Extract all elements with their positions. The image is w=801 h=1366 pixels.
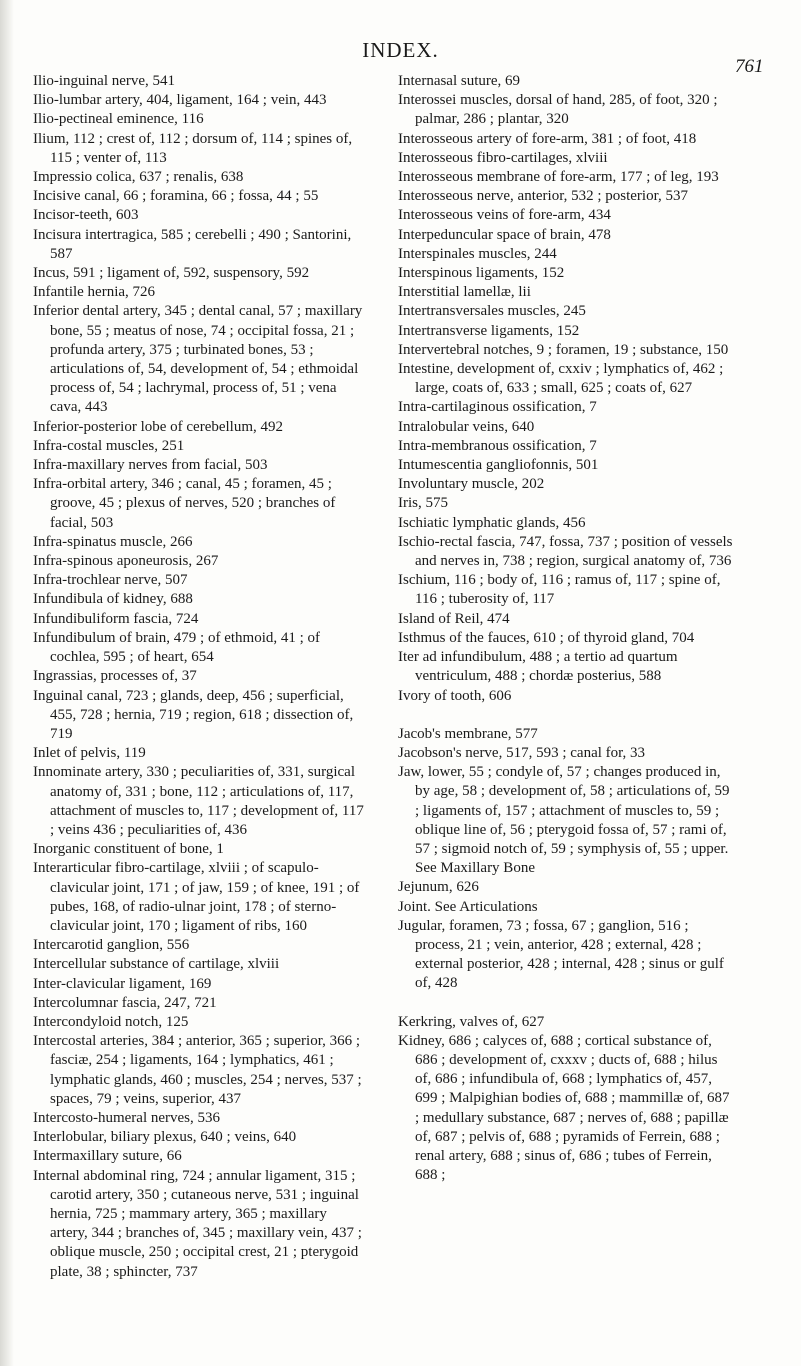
index-column-left bbox=[33, 72, 368, 1282]
index-entry: Intra-cartilaginous ossification, 7 bbox=[398, 399, 597, 416]
index-entry: Ilium, 112 ; crest of, 112 ; dorsum of, 114 ; spines of, 115 ; venter of, 113 bbox=[33, 130, 353, 166]
index-entry: Interarticular fibro-cartilage, xlviii ; of scapulo-clavicular joint, 171 ; of jaw, 159 ; of knee, 191 ; of pubes, 168, of radio-ulnar joint, 178 ; of sterno-clavicular joint, 170 ; ligament of ribs, 160 bbox=[33, 860, 360, 934]
index-entry: Inorganic constituent of bone, 1 bbox=[33, 841, 224, 858]
index-entry: Infra-orbital artery, 346 ; canal, 45 ; foramen, 45 ; groove, 45 ; plexus of nerves, 520 ; branches of facial, 503 bbox=[33, 476, 336, 531]
index-entry: Intercellular substance of cartilage, xlviii bbox=[33, 956, 280, 973]
page-number: 761 bbox=[735, 56, 764, 77]
index-entry: Intumescentia gangliofonnis, 501 bbox=[398, 457, 599, 474]
spine-shadow bbox=[0, 0, 14, 1366]
index-entry: Jaw, lower, 55 ; condyle of, 57 ; changes produced in, by age, 58 ; development of, 58 ; articulations of, 59 ; ligaments of, 157 ; attachment of muscles to, 59 ; oblique line of, 56 ; pterygoid fossa of, 57 ; rami of, 57 ; sigmoid notch of, 59 ; symphysis of, 55 ; upper. See Maxillary Bone bbox=[398, 764, 730, 877]
index-entry: Inferior-posterior lobe of cerebellum, 492 bbox=[33, 418, 284, 435]
index-entry: Innominate artery, 330 ; peculiarities of, 331, surgical anatomy of, 331 ; bone, 112 ; articulations of, 117, attachment of muscles to, 117 ; development of, 117 ; veins 436 ; peculiarities of, 436 bbox=[33, 764, 364, 838]
index-entry: Incus, 591 ; ligament of, 592, suspensory, 592 bbox=[33, 265, 310, 282]
index-entry: Kerkring, valves of, 627 bbox=[398, 1013, 545, 1030]
index-entry: Interspinous ligaments, 152 bbox=[398, 265, 565, 282]
index-entry: Intertransversales muscles, 245 bbox=[398, 303, 586, 320]
index-entry: Inferior dental artery, 345 ; dental canal, 57 ; maxillary bone, 55 ; meatus of nose, 74 ; occipital fossa, 21 ; profunda artery, 375 ; turbinated bones, 53 ; articulations of, 54, development of, 54 ; ethmoidal process of, 54 ; lachrymal, process of, 51 ; vena cava, 443 bbox=[33, 303, 363, 416]
index-entry: Iris, 575 bbox=[398, 495, 448, 512]
index-entry: Interstitial lamellæ, lii bbox=[398, 284, 531, 301]
index-entry: Ilio-pectineal eminence, 116 bbox=[33, 111, 204, 128]
index-entry: Infundibuliform fascia, 724 bbox=[33, 610, 199, 627]
index-entry: Inlet of pelvis, 119 bbox=[33, 745, 146, 762]
index-entry: Involuntary muscle, 202 bbox=[398, 476, 545, 493]
index-entry: Internal abdominal ring, 724 ; annular ligament, 315 ; carotid artery, 350 ; cutaneous nerve, 531 ; inguinal hernia, 725 ; mammary artery, 365 ; maxillary artery, 344 ; branches of, 345 ; maxillary vein, 437 ; oblique muscle, 250 ; occipital crest, 21 ; pterygoid plate, 38 ; sphincter, 737 bbox=[33, 1167, 362, 1280]
index-entry: Interossei muscles, dorsal of hand, 285, of foot, 320 ; palmar, 286 ; plantar, 320 bbox=[398, 92, 718, 128]
index-entry: Jugular, foramen, 73 ; fossa, 67 ; ganglion, 516 ; process, 21 ; vein, anterior, 428 ; external, 428 ; external posterior, 428 ; internal, 428 ; sinus or gulf of, 428 bbox=[398, 917, 724, 992]
index-entry: Ischio-rectal fascia, 747, fossa, 737 ; position of vessels and nerves in, 738 ; region, surgical anatomy of, 736 bbox=[398, 533, 733, 570]
index-entry: Infra-spinous aponeurosis, 267 bbox=[33, 553, 219, 570]
index-entry: Infra-trochlear nerve, 507 bbox=[33, 572, 188, 589]
index-entry: Interosseous membrane of fore-arm, 177 ; of leg, 193 bbox=[398, 169, 719, 186]
index-entry: Infra-spinatus muscle, 266 bbox=[33, 533, 193, 550]
index-entry: Interlobular, biliary plexus, 640 ; veins, 640 bbox=[33, 1129, 297, 1146]
index-entry: Infundibulum of brain, 479 ; of ethmoid, 41 ; of cochlea, 595 ; of heart, 654 bbox=[33, 629, 321, 666]
index-entry: Incisor-teeth, 603 bbox=[33, 207, 139, 224]
index-entry: Infra-maxillary nerves from facial, 503 bbox=[33, 457, 268, 474]
index-entry: Interspinales muscles, 244 bbox=[398, 245, 557, 262]
index-entry: Impressio colica, 637 ; renalis, 638 bbox=[33, 169, 244, 186]
index-entry: Island of Reil, 474 bbox=[398, 610, 510, 627]
index-entry: Ingrassias, processes of, 37 bbox=[33, 668, 197, 685]
index-entry: Kidney, 686 ; calyces of, 688 ; cortical substance of, 686 ; development of, cxxxv ; ducts of, 688 ; hilus of, 686 ; infundibula of, 668 ; lymphatics of, 457, 699 ; Malpighian bodies of, 688 ; mammillæ of, 687 ; medullary substance, 687 ; nerves of, 688 ; papillæ of, 687 ; pelvis of, 688 ; pyramids of Ferrein, 688 ; renal artery, 688 ; sinus of, 686 ; tubes of Ferrein, 688 ; bbox=[398, 1032, 730, 1184]
index-entry: Intercarotid ganglion, 556 bbox=[33, 937, 190, 954]
index-entry: Interpeduncular space of brain, 478 bbox=[398, 226, 611, 243]
index-entry: Iter ad infundibulum, 488 ; a tertio ad quartum ventriculum, 488 ; chordæ posterius, 588 bbox=[398, 649, 678, 685]
index-entry: Internasal suture, 69 bbox=[398, 73, 521, 89]
letter-section-gap bbox=[398, 706, 733, 725]
index-entry: Intestine, development of, cxxiv ; lymphatics of, 462 ; large, coats of, 633 ; small, 625 ; coats of, 627 bbox=[398, 361, 724, 397]
index-entry: Infantile hernia, 726 bbox=[33, 284, 156, 301]
index-entry: Intralobular veins, 640 bbox=[398, 418, 535, 435]
index-entry: Jacob's membrane, 577 bbox=[398, 725, 538, 742]
index-entry: Ilio-lumbar artery, 404, ligament, 164 ; vein, 443 bbox=[33, 92, 327, 109]
index-entry: Inguinal canal, 723 ; glands, deep, 456 ; superficial, 455, 728 ; hernia, 719 ; region, 618 ; dissection of, 719 bbox=[33, 687, 354, 742]
index-column-right bbox=[398, 72, 733, 1185]
index-entry: Intermaxillary suture, 66 bbox=[33, 1148, 182, 1165]
index-entry: Intercostal arteries, 384 ; anterior, 365 ; superior, 366 ; fasciæ, 254 ; ligaments, 164 ; lymphatics, 461 ; lymphatic glands, 460 ; muscles, 254 ; nerves, 537 ; spaces, 79 ; veins, superior, 437 bbox=[33, 1033, 362, 1107]
page-title: INDEX. bbox=[362, 38, 439, 62]
index-entry: Infundibula of kidney, 688 bbox=[33, 591, 193, 608]
index-entry: Ischiatic lymphatic glands, 456 bbox=[398, 514, 586, 531]
index-entry: Intervertebral notches, 9 ; foramen, 19 ; substance, 150 bbox=[398, 341, 729, 358]
index-entry: Jejunum, 626 bbox=[398, 879, 479, 896]
index-entry: Interosseous veins of fore-arm, 434 bbox=[398, 207, 611, 224]
index-entry: Jacobson's nerve, 517, 593 ; canal for, 33 bbox=[398, 744, 646, 761]
letter-section-gap bbox=[398, 994, 733, 1013]
index-entry: Incisive canal, 66 ; foramina, 66 ; fossa, 44 ; 55 bbox=[33, 188, 319, 205]
index-entry: Interosseous artery of fore-arm, 381 ; of foot, 418 bbox=[398, 130, 697, 147]
index-entry: Intercondyloid notch, 125 bbox=[33, 1013, 189, 1030]
index-entry: Intercolumnar fascia, 247, 721 bbox=[33, 994, 217, 1011]
index-entry: Isthmus of the fauces, 610 ; of thyroid gland, 704 bbox=[398, 629, 695, 646]
index-entry: Intra-membranous ossification, 7 bbox=[398, 437, 597, 454]
index-entry: Ivory of tooth, 606 bbox=[398, 687, 512, 704]
index-entry: Ischium, 116 ; body of, 116 ; ramus of, 117 ; spine of, 116 ; tuberosity of, 117 bbox=[398, 572, 721, 608]
index-entry: Inter-clavicular ligament, 169 bbox=[33, 975, 212, 992]
index-entry: Incisura intertragica, 585 ; cerebelli ; 490 ; Santorini, 587 bbox=[33, 226, 352, 262]
index-entry: Interosseous fibro-cartilages, xlviii bbox=[398, 149, 608, 166]
index-entry: Ilio-inguinal nerve, 541 bbox=[33, 73, 176, 89]
index-entry: Intertransverse ligaments, 152 bbox=[398, 322, 580, 339]
index-entry: Intercosto-humeral nerves, 536 bbox=[33, 1109, 221, 1126]
index-entry: Infra-costal muscles, 251 bbox=[33, 437, 185, 454]
index-entry: Interosseous nerve, anterior, 532 ; posterior, 537 bbox=[398, 188, 688, 205]
index-entry: Joint. See Articulations bbox=[398, 898, 538, 915]
